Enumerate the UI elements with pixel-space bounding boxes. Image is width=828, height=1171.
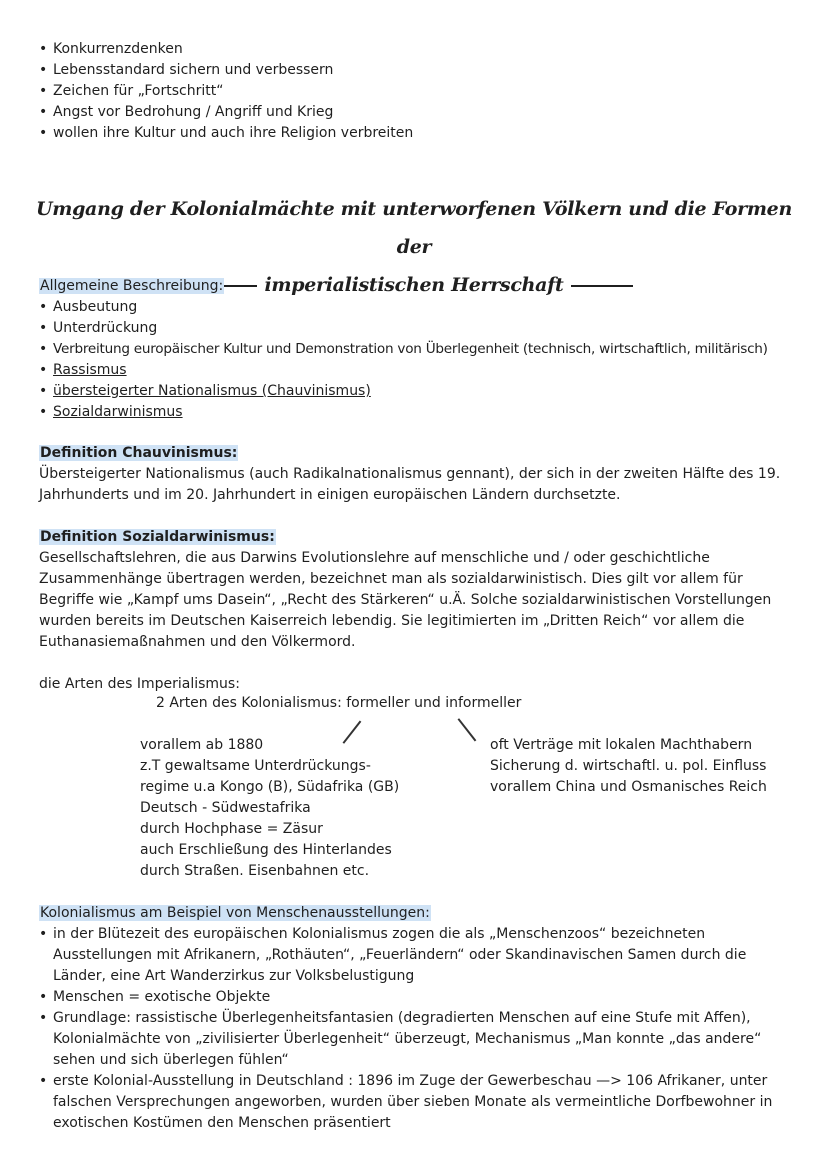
informell-list [490, 735, 810, 798]
sozialdarwinismus-section [39, 527, 799, 653]
list-item: • Ausbeutung [39, 297, 799, 318]
informell-line: oft Verträge mit lokalen Machthabern [490, 737, 753, 753]
allgemein-section [39, 276, 799, 423]
chauvinismus-heading: Definition Chauvinismus: [40, 445, 238, 461]
list-item: • Rassismus [39, 360, 799, 381]
formell-line: auch Erschließung des Hinterlandes [140, 842, 392, 858]
list-item: • Zeichen für „Fortschritt“ [39, 81, 799, 102]
menschen-list [39, 924, 799, 1134]
formell-line: Deutsch - Südwestafrika [140, 800, 311, 816]
arten-subtitle: 2 Arten des Kolonialismus: formeller und informeller [156, 695, 522, 711]
formell-line: durch Straßen. Eisenbahnen etc. [140, 863, 370, 879]
informell-line: vorallem China und Osmanisches Reich [490, 779, 767, 795]
title-line-1: Umgang der Kolonialmächte mit unterworfenen Völkern und die Formen der [36, 198, 792, 258]
list-item: • Sozialdarwinismus [39, 402, 799, 423]
sozialdarwinismus-heading: Definition Sozialdarwinismus: [40, 529, 275, 545]
chauvinismus-text: Übersteigerter Nationalismus (auch Radikalnationalismus gennant), der sich in der zweiten Hälfte des 19. Jahrhunderts und im 20. Jahrhundert in einigen europäischen Ländern durchsetzte. [39, 466, 781, 503]
arten-intro: die Arten des Imperialismus: [39, 676, 240, 692]
formell-line: vorallem ab 1880 [140, 737, 264, 753]
menschen-heading: Kolonialismus am Beispiel von Menschenausstellungen: [40, 905, 430, 921]
sozialdarwinismus-text: Gesellschaftslehren, die aus Darwins Evolutionslehre auf menschliche und / oder geschichtliche Zusammenhänge übertragen werden, bezeichnet man als sozialdarwinistisch. Dies gilt vor allem für Begriffe wie „Kampf ums Dasein“, „Recht des Stärkeren“ u.Ä. Solche sozialdarwinistischen Vorstellungen wurden bereits im Deutschen Kaiserreich lebendig. Sie legitimierten im „Dritten Reich“ vor allem die Euthanasiemaßnahmen und den Völkermord. [39, 550, 772, 650]
list-item: • Verbreitung europäischer Kultur und Demonstration von Überlegenheit (technisch, wirtschaftlich, militärisch) [39, 339, 799, 360]
formell-list [140, 735, 430, 882]
allgemein-list [39, 297, 799, 423]
formell-line: durch Hochphase = Zäsur [140, 821, 323, 837]
list-item: • Menschen = exotische Objekte [39, 987, 799, 1008]
list-item: • wollen ihre Kultur und auch ihre Religion verbreiten [39, 123, 799, 144]
list-item: • Angst vor Bedrohung / Angriff und Krieg [39, 102, 799, 123]
formell-line: z.T gewaltsame Unterdrückungs- [140, 758, 371, 774]
allgemein-heading: Allgemeine Beschreibung: [40, 278, 224, 294]
list-item: • in der Blütezeit des europäischen Kolonialismus zogen die als „Menschenzoos“ bezeichneten Ausstellungen mit Afrikanern, „Rothäuten“, „Feuerländern“ oder Skandinavischen Samen durch die Länder, eine Art Wanderzirkus zur Volksbelustigung [39, 924, 799, 987]
menschenausstellungen-section [39, 903, 799, 1134]
list-item: • Unterdrückung [39, 318, 799, 339]
formell-line: regime u.a Kongo (B), Südafrika (GB) [140, 779, 400, 795]
motive-list [39, 39, 799, 144]
informell-line: Sicherung d. wirtschaftl. u. pol. Einfluss [490, 758, 767, 774]
list-item: • erste Kolonial-Ausstellung in Deutschland : 1896 im Zuge der Gewerbeschau —> 106 Afrikaner, unter falschen Versprechungen angeworben, wurden über sieben Monate als vermeintliche Dorfbewohner in exotischen Kostümen den Menschen präsentiert [39, 1071, 799, 1134]
list-item: • Konkurrenzdenken [39, 39, 799, 60]
title-line-2: imperialistischen Herrschaft [264, 274, 564, 296]
list-item: • Lebensstandard sichern und verbessern [39, 60, 799, 81]
chauvinismus-section [39, 443, 799, 506]
list-item: • übersteigerter Nationalismus (Chauvinismus) [39, 381, 799, 402]
branch-right-line [458, 719, 476, 742]
list-item: • Grundlage: rassistische Überlegenheitsfantasien (degradierten Menschen auf eine Stufe mit Affen), Kolonialmächte von „zivilisierter Überlegenheit“ überzeugt, Mechanismus „Man konnte „das andere“ sehen und sich überlegen fühlen“ [39, 1008, 799, 1071]
